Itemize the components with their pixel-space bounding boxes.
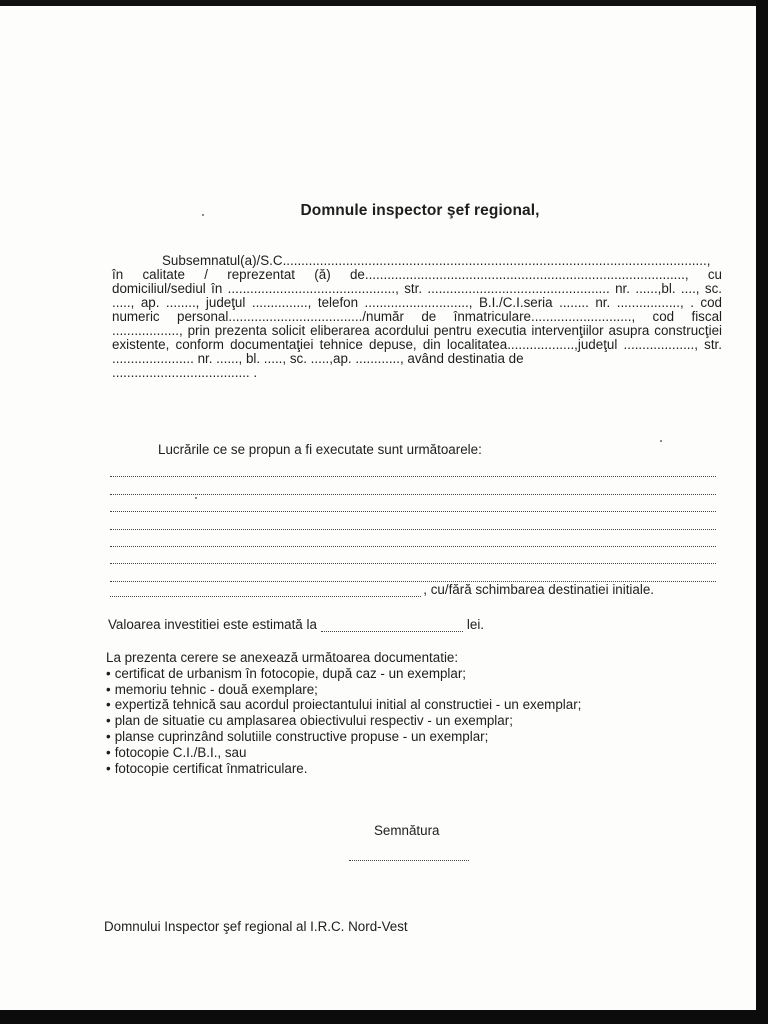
fill-line [110,477,716,494]
page-title: Domnule inspector şef regional, [300,202,540,219]
change-destination-line [110,582,654,597]
works-heading: Lucrările ce se propun a fi executate sunt următoarele: [158,442,482,457]
signature-label: Semnătura [374,823,440,838]
investment-value-blank [321,621,463,632]
annex-heading: La prezenta cerere se anexează următoarea documentatie: [106,650,459,665]
fill-line [110,586,421,597]
fill-line [110,512,716,529]
annex-item: • fotocopie C.I./B.I., sau [106,745,581,761]
request-form-paragraph [112,254,722,380]
scan-edge-right [756,0,768,1024]
fill-line [110,495,716,512]
annex-item: • plan de situatie cu amplasarea obiectivului respectiv - un exemplar; [106,713,581,729]
annex-item: • fotocopie certificat înmatriculare. [106,761,581,777]
scan-speck [660,440,662,442]
investment-value-unit: lei. [466,617,485,632]
fill-line [110,564,716,581]
investment-value-label: Valoarea investitiei este estimată la [108,617,317,632]
annex-item: • expertiză tehnică sau acordul proiectantului initial al constructiei - un exemplar; [106,697,581,713]
fill-line [110,460,716,477]
fill-line [110,547,716,564]
form-body-text-end: ..................................... . [112,365,258,380]
signature-line [349,860,469,861]
scan-edge-bottom [0,1010,768,1024]
annex-item: • certificat de urbanism în fotocopie, după caz - un exemplar; [106,666,581,682]
annex-list [106,666,581,777]
annex-item: • memoriu tehnic - două exemplare; [106,682,581,698]
addressee-footer: Domnului Inspector şef regional al I.R.C. Nord-Vest [104,919,408,934]
change-destination-text: , cu/fără schimbarea destinatiei initiale. [423,582,654,597]
form-body-text: Subsemnatul(a)/S.C.................................................................................................................., în calitate / reprezentat (ă) de......................................................................................, cu domiciliul/sediul în ............................................., str. ................................................. nr. ......,bl. ...., sc. ....., ap. ........, judeţul ..............., telefon ............................, B.I./C.I.seria ........ nr. ................., . cod numeric personal..................................../număr de înmatriculare..........................., cod fiscal .................., prin prezenta solicit eliberarea acordului pentru executia intervenţiilor asupra construcţiei existente, conform documentaţiei tehnice depuse, din localitatea..................,judeţul ..................., str. ...................... nr. ......, bl. ....., sc. .....,ap. ............, având destinatia de [112,253,722,366]
annex-item: • planse cuprinzând solutiile constructive propuse - un exemplar; [106,729,581,745]
works-fill-lines [110,460,716,582]
investment-value-line [108,617,484,632]
fill-line [110,530,716,547]
annex-section [106,650,581,776]
